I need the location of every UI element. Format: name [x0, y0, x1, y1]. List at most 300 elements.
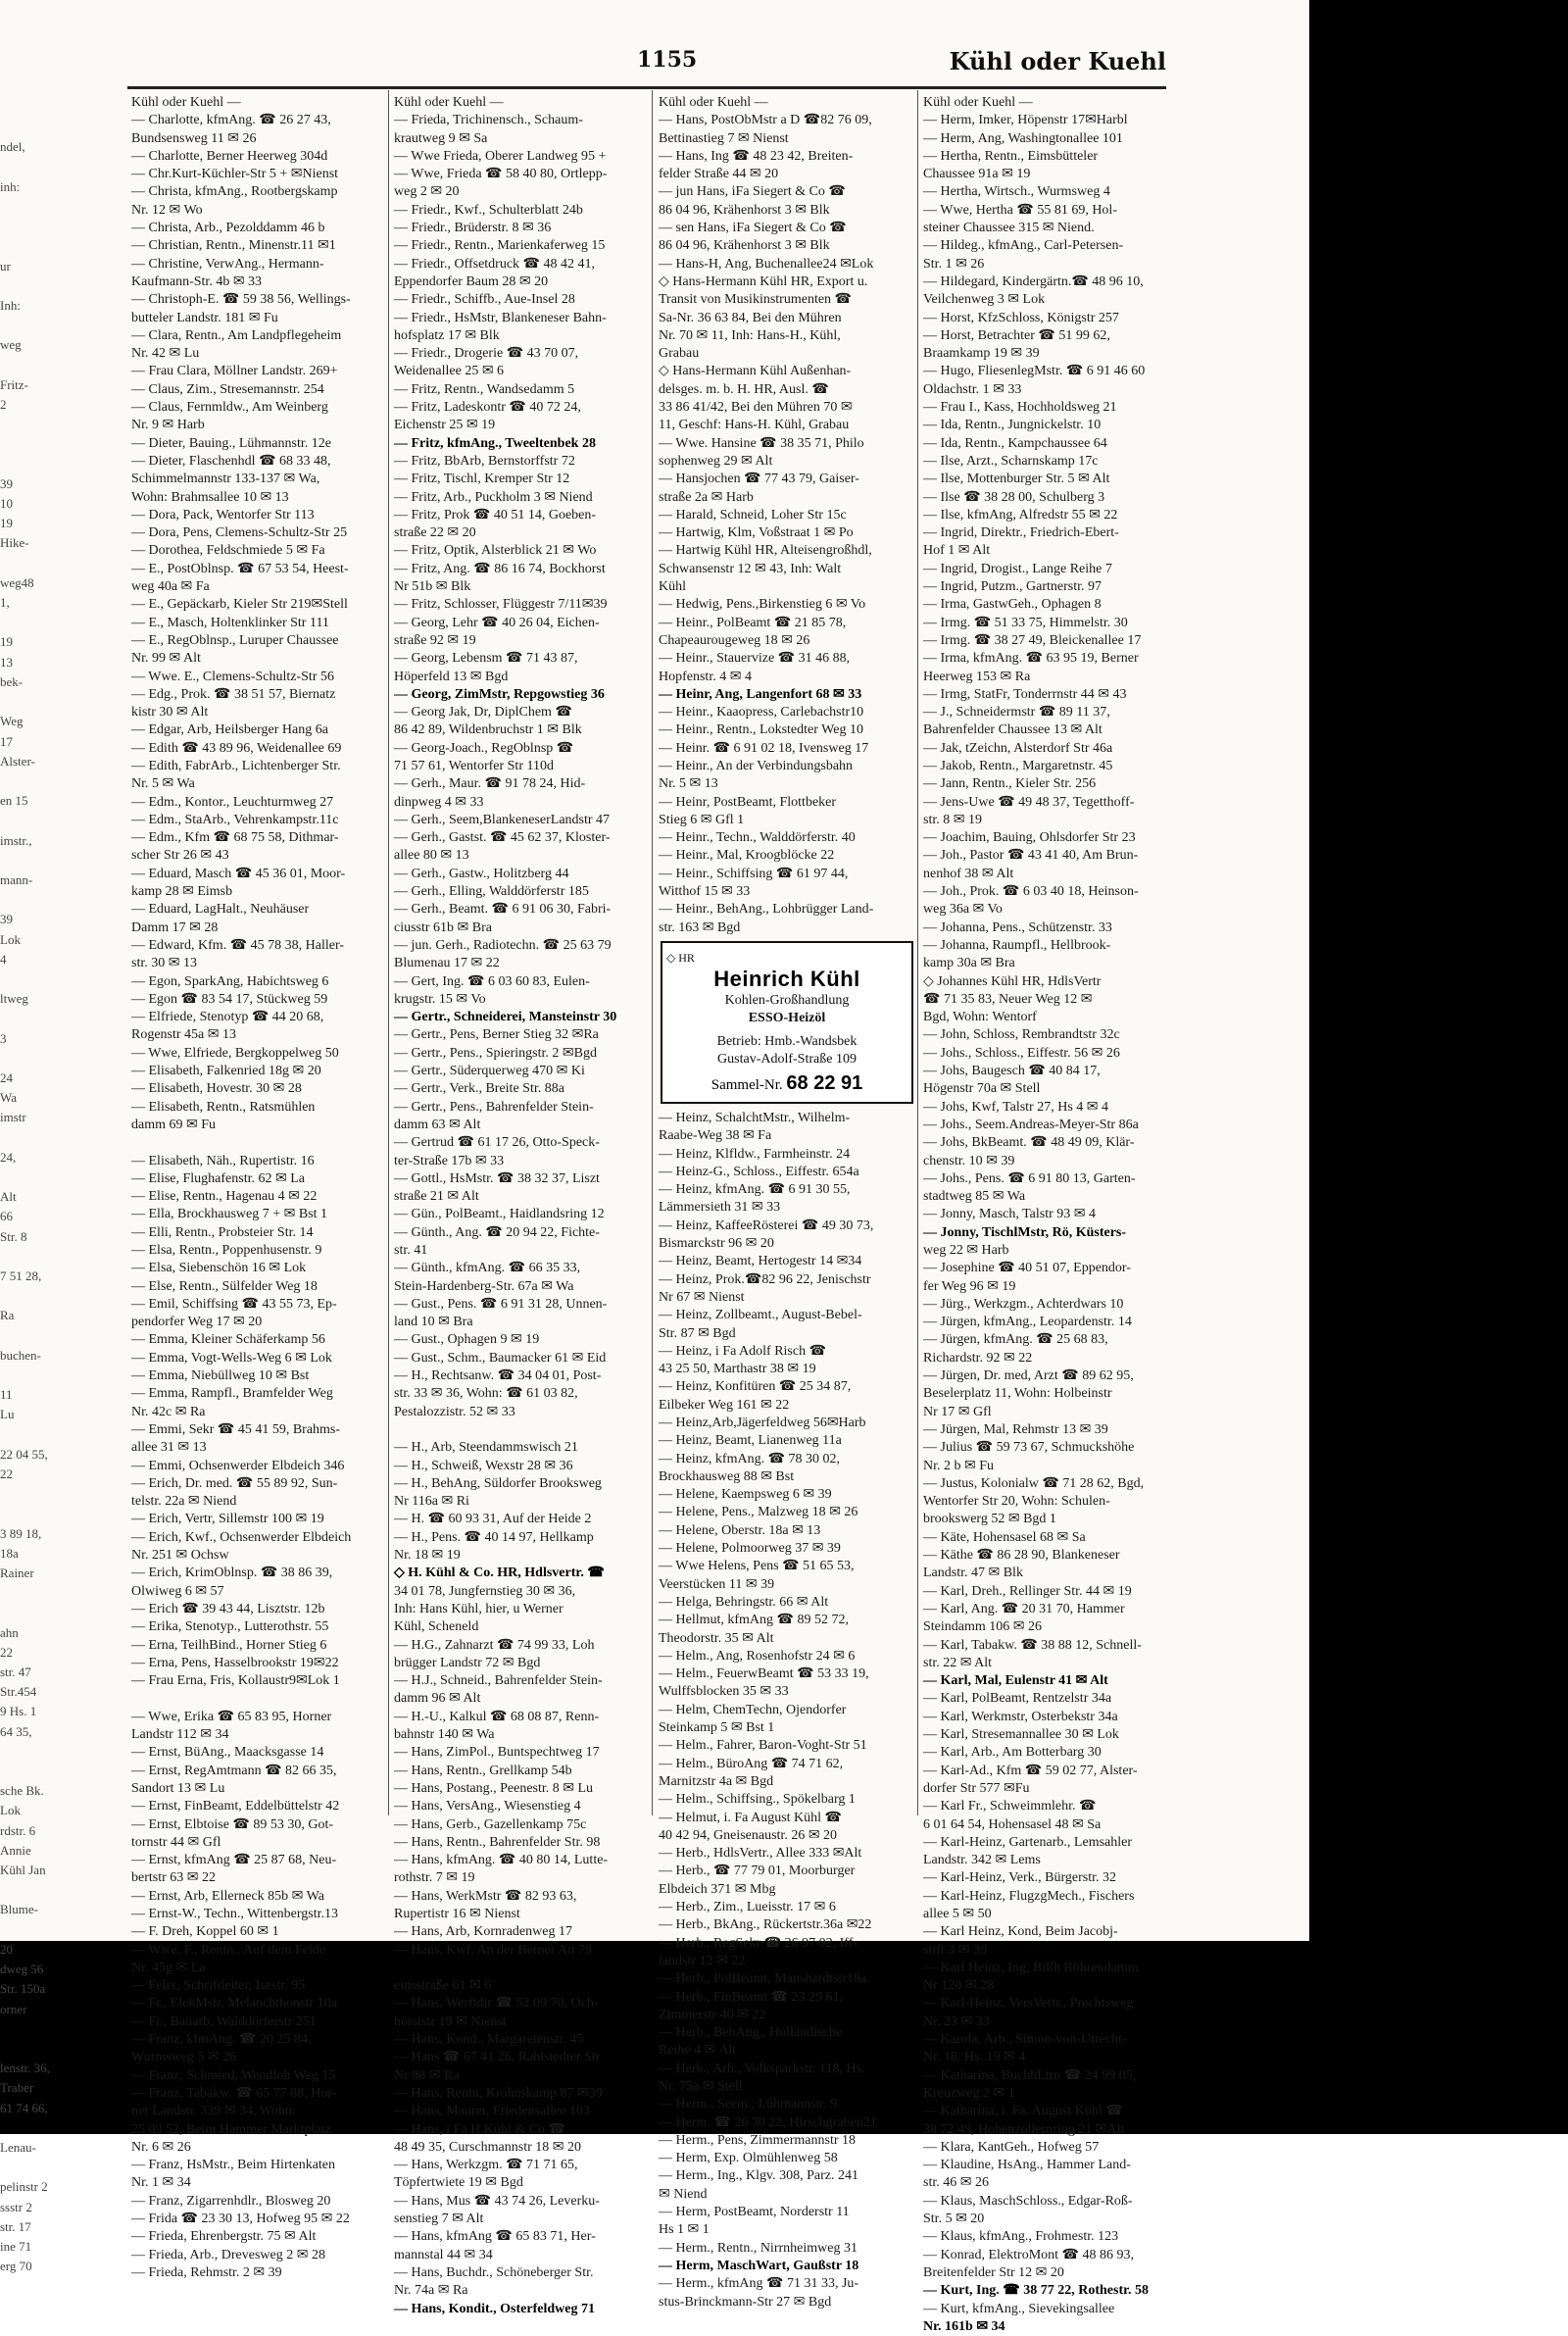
- directory-entry: — Hartwig Kühl HR, Alteisengroßhdl,: [659, 543, 872, 559]
- directory-entry: — Karl, Arb., Am Botterbarg 30: [923, 1745, 1102, 1761]
- previous-page-fragment: weg48: [0, 574, 34, 590]
- directory-entry: — Johs., Pens. ☎ 6 91 80 13, Garten-: [923, 1170, 1136, 1186]
- directory-entry: — Herb., BehAng., Holländische: [659, 2025, 843, 2041]
- directory-entry: Hs 1 ✉ 1: [659, 2222, 710, 2238]
- directory-entry: — Franz, HsMstr., Beim Hirtenkaten: [131, 2158, 336, 2173]
- directory-entry: — Claus, Fernmldw., Am Weinberg: [131, 400, 328, 416]
- directory-entry: Kaufmann-Str. 4b ✉ 33: [131, 273, 263, 289]
- previous-page-fragment: [0, 1603, 118, 1622]
- directory-entry: — Klara, KantGeh., Hofweg 57: [923, 2139, 1100, 2155]
- previous-page-fragment: [0, 1168, 118, 1187]
- directory-entry: Nr. 5 ✉ Wa: [131, 776, 195, 792]
- directory-entry: str. 41: [394, 1243, 428, 1258]
- previous-page-fragment: 3: [0, 1030, 7, 1046]
- previous-page-fragment: 24,: [0, 1149, 17, 1165]
- previous-page-fragment: 64 35,: [0, 1723, 32, 1739]
- directory-entry: — Ernst, BüAng., Maacksgasse 14: [131, 1745, 324, 1761]
- directory-entry: — Gert, Ing. ☎ 6 03 60 83, Eulen-: [394, 973, 590, 989]
- directory-entry: — Christine, VerwAng., Hermann-: [131, 256, 324, 272]
- directory-entry: Nr. 251 ✉ Ochsw: [131, 1548, 229, 1564]
- directory-entry: — Hans, kfmAng ☎ 65 83 71, Her-: [394, 2229, 596, 2245]
- directory-entry: — Hans, kfmAng. ☎ 40 80 14, Lutte-: [394, 1853, 609, 1868]
- directory-entry: 40 42 94, Gneisenaustr. 26 ✉ 20: [659, 1827, 838, 1843]
- directory-entry: — Edward, Kfm. ☎ 45 78 38, Haller-: [131, 937, 344, 953]
- directory-entry: sophenweg 29 ✉ Alt: [659, 453, 773, 469]
- directory-entry: — Hans, Grünw ☎ 43 47 77, Ver-: [394, 1960, 594, 1975]
- previous-page-fragment: Ra: [0, 1308, 15, 1323]
- previous-page-fragment: Kühl Jan: [0, 1863, 46, 1878]
- directory-entry: — Jens-Uwe ☎ 49 48 37, Tegetthoff-: [923, 794, 1135, 810]
- directory-entry: — Dora, Pens, Clemens-Schultz-Str 25: [131, 525, 348, 541]
- directory-entry: — Heinz, Beamt, Hertogestr 14 ✉34: [659, 1254, 862, 1269]
- previous-page-fragment: imstr.,: [0, 832, 32, 848]
- directory-entry: — Ernst, Arb, Ellerneck 85b ✉ Wa: [131, 1888, 324, 1904]
- directory-entry: mannstal 44 ✉ 34: [394, 2247, 493, 2262]
- directory-entry: — Hans ☎ 67 41 26, Rahlstedter Str: [394, 2050, 601, 2065]
- directory-entry: — Charlotte, Berner Heerweg 304d: [131, 148, 328, 164]
- directory-entry: — Edm., Kontor., Leuchturmweg 27: [131, 794, 334, 810]
- directory-entry: — Hans, Maurer, Friedensallee 103: [394, 2104, 591, 2119]
- ad-line-2: ESSO-Heizöl: [748, 1010, 826, 1025]
- previous-page-fragment: Str.454: [0, 1684, 37, 1700]
- directory-entry: Nr 120 ✉ 28: [923, 1978, 995, 1994]
- directory-entry: — Jak, tZeichn, Alsterdorf Str 46a: [923, 740, 1113, 756]
- directory-entry: — Eduard, Masch ☎ 45 36 01, Moor-: [131, 866, 346, 881]
- directory-entry: — Chr.Kurt-Küchler-Str 5 + ✉Nienst: [131, 167, 339, 182]
- directory-entry: 6 01 64 54, Hohensasel 48 ✉ Sa: [923, 1816, 1102, 1832]
- previous-page-fragment: [0, 455, 118, 474]
- directory-entry: — Hans, VersAng., Wiesenstieg 4: [394, 1799, 581, 1814]
- directory-entry: — Gerh., Seem,BlankeneserLandstr 47: [394, 812, 611, 827]
- directory-entry: Schwansenstr 12 ✉ 43, Inh: Walt: [659, 561, 842, 576]
- directory-entry: Lämmersieth 31 ✉ 33: [659, 1200, 781, 1216]
- directory-entry: — Jonny, TischlMstr, Rö, Küsters-: [923, 1224, 1127, 1240]
- directory-entry: — E., Gepäckarb, Kieler Str 219✉Stell: [131, 597, 348, 613]
- directory-entry: Wentorfer Str 20, Wohn: Schulen-: [923, 1494, 1110, 1510]
- directory-entry: — Irmg. ☎ 51 33 75, Himmelstr. 30: [923, 615, 1128, 630]
- directory-entry: — Friedr., Brüderstr. 8 ✉ 36: [394, 221, 552, 236]
- directory-entry: — Klaudine, HsAng., Hammer Land-: [923, 2158, 1131, 2173]
- directory-entry: — Herm, Imker, Höpenstr 17✉Harbl: [923, 113, 1128, 128]
- previous-page-fragment: [0, 1128, 118, 1148]
- previous-page-fragment: Str. 8: [0, 1228, 27, 1244]
- previous-page-fragment: Blume-: [0, 1902, 38, 1917]
- directory-entry: — Hans, Arb, Kornradenweg 17: [394, 1924, 572, 1940]
- directory-entry: — Karl, Werkmstr, Osterbekstr 34a: [923, 1709, 1118, 1724]
- previous-page-fragment: Traber: [0, 2080, 34, 2096]
- directory-entry: — Heinr., Stauervize ☎ 31 46 88,: [659, 651, 851, 667]
- directory-entry: — Horst, Betrachter ☎ 51 99 62,: [923, 327, 1110, 343]
- directory-entry: Wohn: Brahmsallee 10 ✉ 13: [131, 489, 289, 505]
- previous-page-fragment: [0, 197, 118, 217]
- directory-entry: Bettinastieg 7 ✉ Nienst: [659, 130, 789, 146]
- directory-entry: — Hans, Rentn, Krohnskamp 87 ✉39: [394, 2085, 603, 2101]
- previous-page-fragment: Lenau-: [0, 2139, 36, 2155]
- scan-border-right: [1309, 0, 1568, 2134]
- directory-entry: Nr. 9 ✉ Harb: [131, 418, 205, 433]
- previous-page-fragment: str. 47: [0, 1665, 31, 1680]
- directory-entry: — Felix, Schriftleiter, Isestr. 95: [131, 1978, 306, 1994]
- directory-entry: land 10 ✉ Bra: [394, 1315, 473, 1330]
- directory-entry: — Gertr., Schneiderei, Mansteinstr 30: [394, 1010, 617, 1025]
- previous-page-fragment: 20: [0, 1941, 13, 1957]
- directory-entry: — Karl-Heinz, Gartenarb., Lemsahler: [923, 1834, 1133, 1850]
- directory-entry: — Hans, Kond., Margaretenstr. 45: [394, 2032, 584, 2048]
- directory-entry: — Heinz, Konfitüren ☎ 25 34 87,: [659, 1379, 852, 1395]
- directory-entry: 86 42 89, Wildenbruchstr 1 ✉ Blk: [394, 722, 582, 738]
- directory-entry: straße 22 ✉ 20: [394, 525, 476, 541]
- previous-page-fragment: [0, 554, 118, 573]
- previous-page-fragment: rdstr. 6: [0, 1822, 36, 1838]
- directory-entry: — Erika, Stenotyp., Lutterothstr. 55: [131, 1619, 329, 1635]
- previous-page-fragment: orner: [0, 2001, 27, 2016]
- previous-page-fragment: 9 Hs. 1: [0, 1704, 37, 1719]
- directory-entry: — Herm., Pens, Zimmermannstr 18: [659, 2132, 857, 2148]
- directory-entry: — Fritz, Arb., Puckholm 3 ✉ Niend: [394, 489, 593, 505]
- directory-entry: — Herm, MaschWart, Gaußstr 18: [659, 2258, 859, 2273]
- directory-entry: — Hansjochen ☎ 77 43 79, Gaiser-: [659, 472, 859, 487]
- directory-entry: — jun Hans, iFa Siegert & Co ☎: [659, 184, 846, 200]
- directory-entry: 25 09 52, Beim Hammer Marktplatz: [131, 2121, 331, 2137]
- directory-entry: — Käthe ☎ 86 28 90, Blankeneser: [923, 1548, 1120, 1564]
- ad-line-3: Betrieb: Hmb.-Wandsbek: [716, 1033, 858, 1049]
- previous-page-fragment: ssstr 2: [0, 2199, 32, 2214]
- directory-entry: — Hans, Gerb., Gazellenkamp 75c: [394, 1816, 587, 1832]
- directory-entry: — Clara, Rentn., Am Landpflegeheim: [131, 327, 342, 343]
- directory-entry: — Frida ☎ 23 30 13, Hofweg 95 ✉ 22: [131, 2212, 350, 2227]
- directory-entry: Sa-Nr. 36 63 84, Bei den Mühren: [659, 310, 842, 325]
- directory-entry: Stein-Hardenberg-Str. 67a ✉ Wa: [394, 1278, 574, 1294]
- directory-entry: — Gertr., Pens, Berner Stieg 32 ✉Ra: [394, 1027, 599, 1043]
- directory-entry: Marnitzstr 4a ✉ Bgd: [659, 1773, 774, 1789]
- directory-entry: — Wwe. Hansine ☎ 38 35 71, Philo: [659, 435, 864, 451]
- directory-entry: — Ernst, Elbtoise ☎ 89 53 30, Got-: [131, 1816, 334, 1832]
- directory-entry: Pestalozzistr. 52 ✉ 33: [394, 1404, 515, 1419]
- directory-entry: — Helene, Oberstr. 18a ✉ 13: [659, 1522, 821, 1538]
- directory-entry: — Herb., HdlsVertr., Allee 333 ✉Alt: [659, 1846, 862, 1862]
- directory-entry: — Heinz, kfmAng. ☎ 6 91 30 55,: [659, 1182, 851, 1198]
- directory-entry: — Konrad, ElektroMont ☎ 48 86 93,: [923, 2247, 1134, 2262]
- previous-page-fragment: [0, 2039, 118, 2059]
- directory-entry: — Herm. ☎ 26 30 22, Hirschgraben21: [659, 2114, 877, 2130]
- directory-entry: — Emmi, Ochsenwerder Elbdeich 346: [131, 1458, 345, 1473]
- previous-page-fragment: Alt: [0, 1189, 17, 1205]
- directory-entry: Breitenfelder Str 12 ✉ 20: [923, 2264, 1064, 2280]
- directory-entry: — Heinz,Arb,Jägerfeldweg 56✉Harb: [659, 1416, 866, 1430]
- previous-page-fragment: 22 04 55,: [0, 1446, 48, 1462]
- ad-line-1: Kohlen-Großhandlung: [724, 992, 850, 1008]
- directory-entry: — Herb., ☎ 77 79 01, Moorburger: [659, 1864, 856, 1879]
- directory-entry: — Claus, Zim., Stresemannstr. 254: [131, 381, 324, 397]
- previous-page-fragment: 39: [0, 475, 13, 491]
- directory-entry: — Heinr., Techn., Walddörferstr. 40: [659, 830, 856, 846]
- directory-entry: — Karl, Ang. ☎ 20 31 70, Hammer: [923, 1601, 1125, 1616]
- directory-entry: Nr. 5 ✉ 13: [659, 776, 718, 792]
- directory-entry: horststr 19 ✉ Nienst: [394, 2013, 507, 2029]
- directory-entry: kamp 30a ✉ Bra: [923, 956, 1015, 971]
- previous-page-fragment: [0, 851, 118, 870]
- directory-entry: — Erna, TeilhBind., Horner Stieg 6: [131, 1637, 327, 1653]
- previous-page-fragment: ahn: [0, 1624, 19, 1640]
- directory-entry: — Hans, Werftdir ☎ 52 09 70, Och-: [394, 1996, 599, 2012]
- directory-entry: — J., Schneidermstr ☎ 89 11 37,: [923, 705, 1110, 721]
- directory-entry: — Erich, Kwf., Ochsenwerder Elbdeich: [131, 1529, 352, 1545]
- directory-entry: Beselerplatz 11, Wohn: Holbeinstr: [923, 1386, 1112, 1402]
- previous-page-fragment: 19: [0, 634, 13, 650]
- directory-entry: — Helm., Fahrer, Baron-Voght-Str 51: [659, 1738, 867, 1754]
- previous-page-fragment: ur: [0, 258, 11, 273]
- directory-entry: — Gertrud ☎ 61 17 26, Otto-Speck-: [394, 1135, 600, 1151]
- directory-entry: Stieg 6 ✉ Gfl 1: [659, 812, 745, 827]
- directory-entry: — Karl, Dreh., Rellinger Str. 44 ✉ 19: [923, 1583, 1132, 1599]
- directory-entry: Kreuzweg 2 ✉ 1: [923, 2085, 1015, 2101]
- running-title: Kühl oder Kuehl: [949, 47, 1166, 75]
- directory-entry: — Johs., Seem.Andreas-Meyer-Str 86a: [923, 1117, 1139, 1132]
- directory-entry: allee 5 ✉ 50: [923, 1906, 992, 1921]
- directory-entry: Landstr 112 ✉ 34: [131, 1727, 229, 1743]
- directory-entry: — Eduard, LagHalt., Neuhäuser: [131, 902, 310, 918]
- directory-entry: — Hugo, FliesenlegMstr. ☎ 6 91 46 60: [923, 364, 1146, 379]
- directory-entry: — Friedr., Offsetdruck ☎ 48 42 41,: [394, 256, 595, 272]
- directory-entry: Eppendorfer Baum 28 ✉ 20: [394, 273, 549, 289]
- directory-entry: — Heinz-G., Schloss., Eiffestr. 654a: [659, 1164, 859, 1179]
- directory-entry: — Wwe Helens, Pens ☎ 51 65 53,: [659, 1559, 855, 1574]
- directory-entry: ◇ Johannes Kühl HR, HdlsVertr: [923, 973, 1102, 989]
- directory-entry: [131, 1134, 388, 1152]
- directory-entry: — Karola, Arb., Simon-von-Utrecht-: [923, 2032, 1127, 2048]
- ad-marker: ◇ HR: [666, 950, 695, 965]
- directory-entry: [394, 1421, 651, 1439]
- directory-entry: — Helm., FeuerwBeamt ☎ 53 33 19,: [659, 1666, 869, 1682]
- directory-entry: — Hans, Postang., Peenestr. 8 ✉ Lu: [394, 1780, 594, 1796]
- directory-entry: — E., Masch, Holtenklinker Str 111: [131, 615, 329, 630]
- directory-entry: — Helmut, i. Fa August Kühl ☎: [659, 1810, 842, 1825]
- directory-entry: — Gerh., Gastw., Holitzberg 44: [394, 866, 569, 881]
- previous-page-fragment: [0, 2158, 118, 2177]
- directory-entry: — Ilse, Mottenburger Str. 5 ✉ Alt: [923, 472, 1110, 487]
- directory-entry: — Elise, Flughafenstr. 62 ✉ La: [131, 1170, 305, 1186]
- directory-entry: — Gertr., Süderquerweg 470 ✉ Ki: [394, 1064, 585, 1079]
- ad-line-4: Gustav-Adolf-Straße 109: [717, 1051, 857, 1067]
- directory-entry: — Dieter, Flaschenhdl ☎ 68 33 48,: [131, 453, 331, 469]
- directory-entry: — Karl-Ad., Kfm ☎ 59 02 77, Alster-: [923, 1763, 1138, 1778]
- previous-page-fragment: [0, 217, 118, 236]
- directory-entry: — Irmg. ☎ 38 27 49, Bleickenallee 17: [923, 632, 1142, 648]
- directory-entry: str. 22 ✉ Alt: [923, 1655, 993, 1670]
- directory-entry: — Hans, Ing ☎ 48 23 42, Breiten-: [659, 148, 854, 164]
- previous-page-fragment: [0, 434, 118, 454]
- directory-entry: — H., BehAng, Süldorfer Brooksweg: [394, 1475, 602, 1491]
- directory-entry: — Justus, Kolonialw ☎ 71 28 62, Bgd,: [923, 1475, 1145, 1491]
- directory-entry: Steindamm 106 ✉ 26: [923, 1619, 1043, 1635]
- directory-entry: — Helene, Polmoorweg 37 ✉ 39: [659, 1541, 841, 1557]
- directory-entry: Hof 1 ✉ Alt: [923, 543, 991, 559]
- directory-entry: Kühl oder Kuehl —: [659, 95, 768, 110]
- directory-entry: 48 49 35, Curschmannstr 18 ✉ 20: [394, 2139, 581, 2155]
- directory-column-1: [131, 94, 388, 2282]
- page-number: 1155: [637, 47, 698, 73]
- previous-page-fragment: Inh:: [0, 298, 21, 314]
- directory-entry: delsges. m. b. H. HR, Ausl. ☎: [659, 381, 829, 397]
- directory-entry: — Heinr., Mal, Kroogblöcke 22: [659, 848, 835, 864]
- previous-page-fragment: [0, 98, 118, 118]
- directory-entry: str. 46 ✉ 26: [923, 2175, 989, 2191]
- directory-entry: Wulffsblocken 35 ✉ 33: [659, 1684, 789, 1700]
- previous-page-fragment: 18a: [0, 1545, 19, 1561]
- directory-entry: — Herb., FinBeamt ☎ 23 29 61,: [659, 1989, 844, 2005]
- directory-entry: — Elli, Rentn., Probsteier Str. 14: [131, 1224, 314, 1240]
- previous-page-fragment: [0, 692, 118, 712]
- directory-entry: — Elisabeth, Näh., Rupertistr. 16: [131, 1153, 315, 1168]
- directory-entry: — Wwe. E., Clemens-Schultz-Str 56: [131, 669, 334, 684]
- directory-entry: — Heinr., BehAng., Lohbrügger Land-: [659, 902, 874, 918]
- directory-entry: Kühl: [659, 579, 686, 595]
- previous-page-fragment: [0, 771, 118, 791]
- directory-entry: — Karl, PolBeamt, Rentzelstr 34a: [923, 1691, 1112, 1707]
- directory-entry: — Heinr., PolBeamt ☎ 21 85 78,: [659, 615, 847, 630]
- previous-page-fragment: [0, 1009, 118, 1028]
- directory-entry: ✉ Niend: [659, 2186, 708, 2202]
- directory-entry: — Gust., Ophagen 9 ✉ 19: [394, 1332, 540, 1348]
- directory-entry: — Herb., BkAng., Rückertstr.36a ✉22: [659, 1917, 872, 1933]
- directory-entry: — Elsa, Siebenschön 16 ✉ Lok: [131, 1261, 307, 1276]
- directory-entry: Reihe 4 ✉ Alt: [659, 2043, 737, 2059]
- directory-entry: ◇ Hans-Hermann Kühl HR, Export u.: [659, 273, 868, 289]
- directory-entry: str. 33 ✉ 36, Wohn: ☎ 61 03 82,: [394, 1386, 578, 1402]
- directory-entry: — Georg-Joach., RegOblnsp ☎: [394, 740, 574, 756]
- directory-entry: — Heinz, Zollbeamt., August-Bebel-: [659, 1308, 862, 1323]
- directory-entry: — Hans, Mus ☎ 43 74 26, Leverku-: [394, 2193, 600, 2209]
- directory-entry: — Fritz, Tischl, Kremper Str 12: [394, 472, 570, 487]
- directory-entry: — Friedr., Drogerie ☎ 43 70 07,: [394, 346, 579, 362]
- previous-page-fragment: [0, 1762, 118, 1781]
- directory-entry: — Karl, Tabakw. ☎ 38 88 12, Schnell-: [923, 1637, 1142, 1653]
- previous-page-fragment: [0, 276, 118, 296]
- directory-entry: — Gerh., Elling, Walddörferstr 185: [394, 884, 589, 900]
- previous-page-fragment: [0, 1504, 118, 1523]
- previous-page-fragment: [0, 1880, 118, 1900]
- directory-entry: — H.-U., Kalkul ☎ 68 08 87, Renn-: [394, 1709, 600, 1724]
- directory-entry: — Karl Heinz, Ing, Billh Röhrendamm: [923, 1960, 1139, 1975]
- directory-entry: Töpfertwiete 19 ✉ Bgd: [394, 2175, 523, 2191]
- previous-page-fragment: [0, 1583, 118, 1603]
- directory-entry: Bismarckstr 96 ✉ 20: [659, 1236, 774, 1252]
- directory-entry: — Herm., Seem., Lühmannstr. 9: [659, 2097, 838, 2112]
- directory-entry: — Günth., kfmAng. ☎ 66 35 33,: [394, 1261, 581, 1276]
- directory-entry: — Gertr., Pens., Spieringstr. 2 ✉Bgd: [394, 1045, 597, 1061]
- directory-entry: — Ernst, RegAmtmann ☎ 82 66 35,: [131, 1763, 337, 1778]
- directory-entry: — Edm., StaArb., Vehrenkampstr.11c: [131, 812, 339, 827]
- directory-entry: ter-Straße 17b ✉ 33: [394, 1153, 505, 1168]
- directory-entry: — Herm., kfmAng ☎ 71 31 33, Ju-: [659, 2276, 859, 2292]
- directory-entry: — Wwe, Frieda ☎ 58 40 80, Ortlepp-: [394, 167, 608, 182]
- directory-entry: — Christa, kfmAng., Rootbergskamp: [131, 184, 338, 200]
- directory-entry: — Jürgen, kfmAng. ☎ 25 68 83,: [923, 1332, 1108, 1348]
- directory-entry: Nr. 18, Hs. 19 ✉ 4: [923, 2050, 1026, 2065]
- previous-page-fragment: inh:: [0, 178, 21, 194]
- directory-entry: — Christian, Rentn., Minenstr.11 ✉1: [131, 238, 336, 254]
- directory-entry: — Wwe, Hertha ☎ 55 81 69, Hol-: [923, 202, 1117, 218]
- directory-entry: — Egon, SparkAng, Habichtsweg 6: [131, 973, 329, 989]
- directory-entry: — Frau Erna, Fris, Kollaustr9✉Lok 1: [131, 1673, 340, 1689]
- directory-entry: — Edith ☎ 43 89 96, Weidenallee 69: [131, 740, 342, 756]
- directory-entry: Brockhausweg 88 ✉ Bst: [659, 1468, 795, 1484]
- directory-entry: — Ernst, kfmAng ☎ 25 87 68, Neu-: [131, 1853, 337, 1868]
- previous-page-fragment: 3 89 18,: [0, 1525, 42, 1541]
- directory-entry: — H., Arb, Steendammswisch 21: [394, 1440, 578, 1456]
- directory-entry: — Georg, ZimMstr, Repgowstieg 36: [394, 686, 605, 702]
- previous-page-fragment: weg: [0, 337, 22, 353]
- directory-entry: — Heinz, kfmAng. ☎ 78 30 02,: [659, 1451, 841, 1466]
- directory-entry: Kühl oder Kuehl —: [131, 95, 241, 110]
- directory-entry: Bundsensweg 11 ✉ 26: [131, 130, 257, 146]
- directory-entry: — Irmg, StatFr, Tonderrnstr 44 ✉ 43: [923, 686, 1127, 702]
- directory-entry: — H., Rechtsanw. ☎ 34 04 01, Post-: [394, 1368, 602, 1384]
- directory-entry: — Franz, Schmied, Wendloh Weg 15: [131, 2067, 336, 2083]
- directory-entry: — Katharina, BuchhLtrn ☎ 24 99 05,: [923, 2067, 1137, 2083]
- directory-entry: — Frieda, Ehrenbergstr. 75 ✉ Alt: [131, 2229, 317, 2245]
- directory-entry: — Franz, Zigarrenhdlr., Blosweg 20: [131, 2193, 331, 2209]
- ad-phone: [666, 1072, 907, 1096]
- previous-page-fragment: 2: [0, 397, 7, 413]
- directory-entry: — Günth., Ang. ☎ 20 94 22, Fichte-: [394, 1224, 600, 1240]
- previous-page-fragment: [0, 2118, 118, 2138]
- directory-entry: — Herm., Ing., Klgv. 308, Parz. 241: [659, 2168, 859, 2184]
- directory-entry: — Wwe Frieda, Oberer Landweg 95 +: [394, 148, 607, 164]
- previous-page-fragment: [0, 613, 118, 632]
- directory-entry: — Georg Jak, Dr, DiplChem ☎: [394, 705, 572, 721]
- directory-entry: — Hans, ZimPol., Buntspechtweg 17: [394, 1745, 600, 1761]
- directory-entry: — Herb., RegSekr ☎ 26 97 02, Iff-: [659, 1935, 858, 1951]
- directory-entry: — Karl-Heinz, Verk., Bürgerstr. 32: [923, 1870, 1116, 1886]
- directory-entry: stus-Brinckmann-Str 27 ✉ Bgd: [659, 2294, 832, 2310]
- directory-entry: — Helene, Pens., Malzweg 18 ✉ 26: [659, 1505, 858, 1520]
- previous-page-fragment: 1,: [0, 595, 10, 611]
- previous-page-fragment: pelinstr 2: [0, 2179, 48, 2195]
- previous-page-fragment: 7 51 28,: [0, 1267, 42, 1283]
- directory-entry: — Hertha, Rentn., Eimsbütteler: [923, 148, 1099, 164]
- directory-entry: ◇ Hans-Hermann Kühl Außenhan-: [659, 364, 852, 379]
- previous-page-fragment: Annie: [0, 1842, 31, 1858]
- directory-entry: — Ida, Rentn., Jungnickelstr. 10: [923, 418, 1102, 433]
- directory-entry: — Herm., Rentn., Nirrnheimweg 31: [659, 2240, 858, 2256]
- directory-entry: — Emma, Vogt-Wells-Weg 6 ✉ Lok: [131, 1350, 332, 1366]
- directory-column-4: [923, 94, 1180, 2336]
- previous-page-fragment: Wa: [0, 1090, 17, 1106]
- directory-entry: Inh: Hans Kühl, hier, u Werner: [394, 1601, 564, 1616]
- previous-page-fragment: [0, 415, 118, 434]
- directory-entry: tornstr 44 ✉ Gfl: [131, 1834, 221, 1850]
- directory-entry: — Johs, BkBeamt. ☎ 48 49 09, Klär-: [923, 1135, 1135, 1151]
- directory-entry: — F. Dreh, Koppel 60 ✉ 1: [131, 1924, 279, 1940]
- directory-entry: — Kurt, kfmAng., Sievekingsallee: [923, 2301, 1115, 2316]
- directory-entry: Nr. 1 ✉ 34: [131, 2175, 191, 2191]
- directory-entry: — Frau Clara, Möllner Landstr. 269+: [131, 364, 338, 379]
- directory-entry: — Friedr., Rentn., Marienkaferweg 15: [394, 238, 606, 254]
- directory-entry: damm 63 ✉ Alt: [394, 1117, 481, 1132]
- directory-entry: Nr. 42 ✉ Lu: [131, 346, 200, 362]
- directory-entry: brügger Landstr 72 ✉ Bgd: [394, 1655, 541, 1670]
- directory-entry: 38 72 49, Hohenzollernring 21 ✉Alt: [923, 2121, 1125, 2137]
- directory-entry: Nr. 6 ✉ 26: [131, 2139, 191, 2155]
- previous-page-fragment: sche Bk.: [0, 1783, 44, 1799]
- directory-entry: — Katharina, i. Fa. August Kühl ☎: [923, 2104, 1123, 2119]
- directory-entry: — Hildeg., kfmAng., Carl-Petersen-: [923, 238, 1124, 254]
- page-header: [127, 47, 1166, 82]
- directory-entry: — Edgar, Arb, Heilsberger Hang 6a: [131, 722, 328, 738]
- previous-page-fragment: [0, 1049, 118, 1069]
- column-divider: [652, 90, 653, 1815]
